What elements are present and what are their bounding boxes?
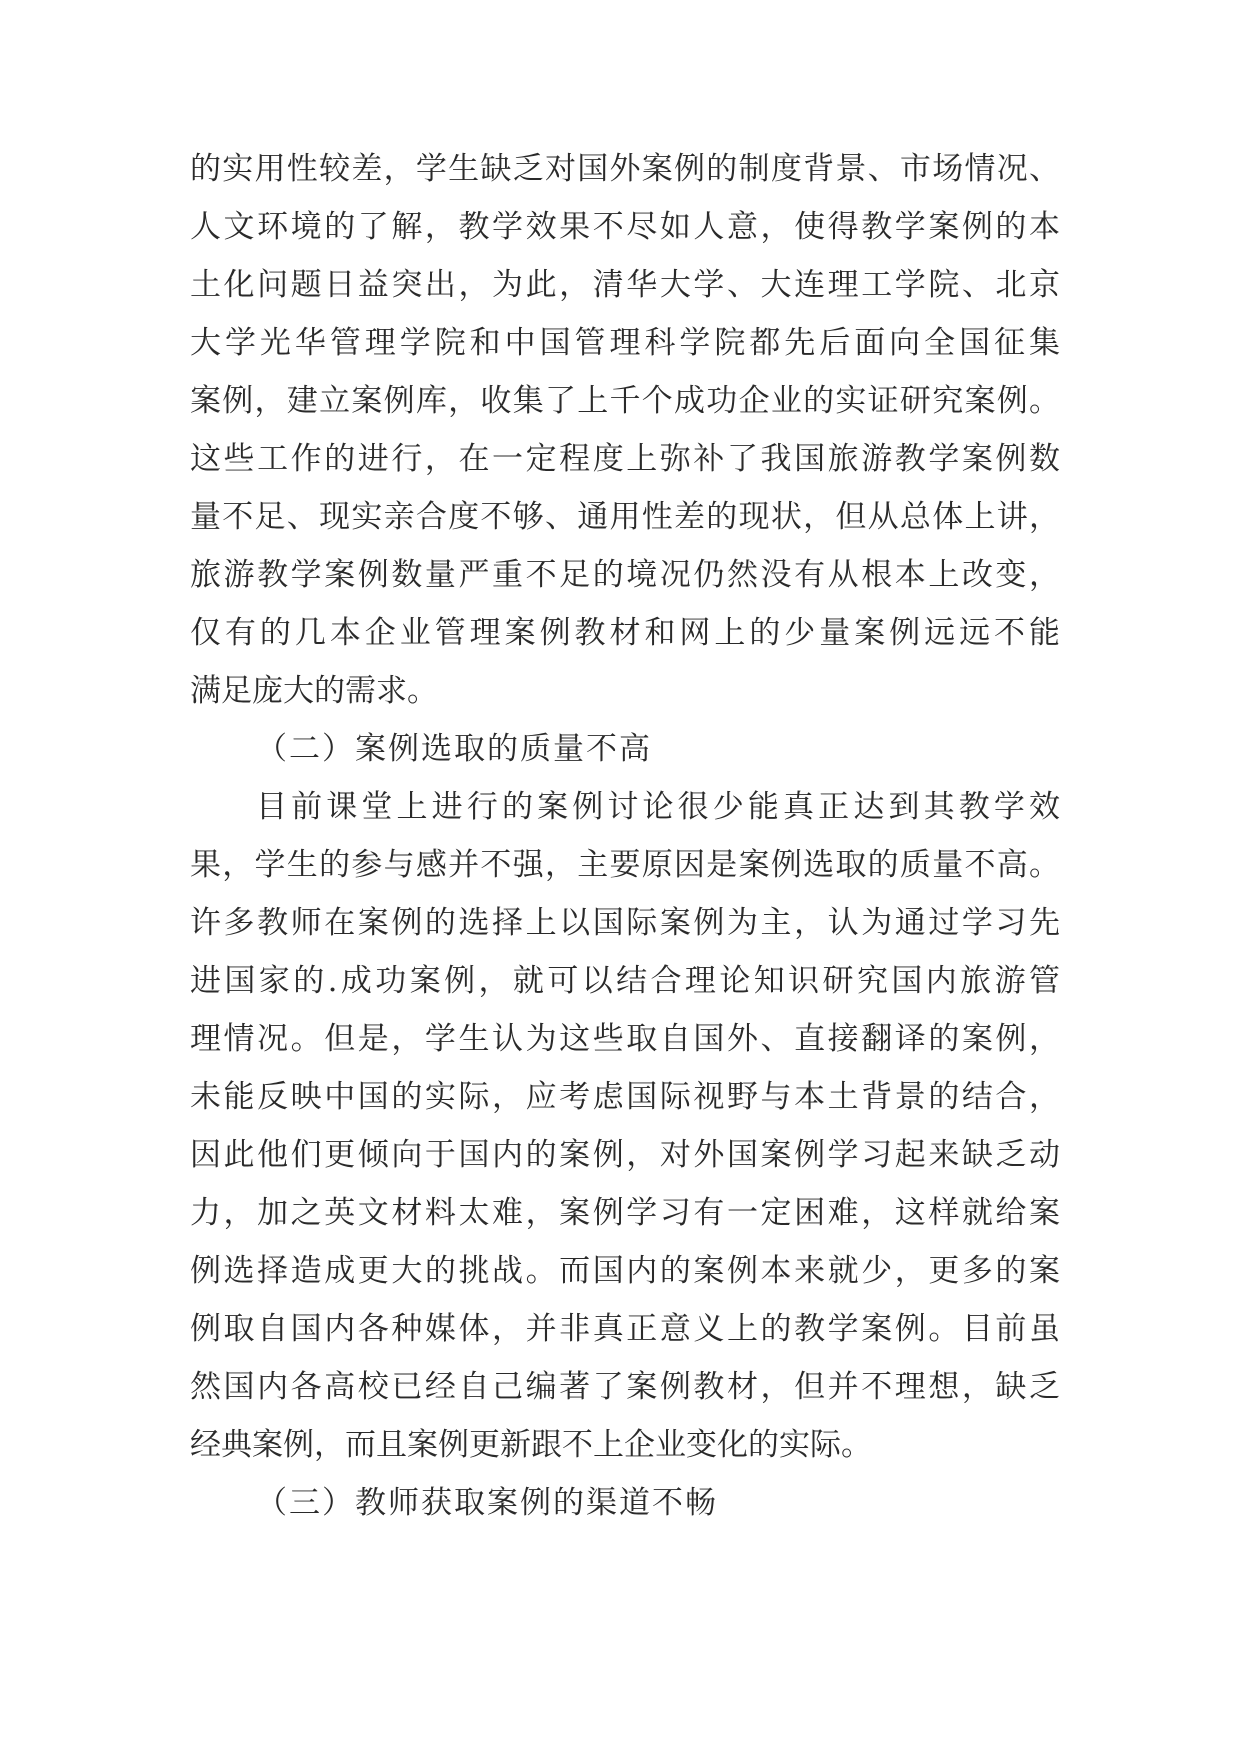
paragraph-2-line: 未能反映中国的实际，应考虑国际视野与本土背景的结合，	[190, 1079, 1060, 1115]
section-heading-3: （三）教师获取案例的渠道不畅	[256, 1485, 718, 1521]
paragraph-2-line: 许多教师在案例的选择上以国际案例为主，认为通过学习先	[190, 905, 1060, 941]
paragraph-2-line: 力，加之英文材料太难，案例学习有一定困难，这样就给案	[190, 1195, 1060, 1231]
paragraph-1-line: 仅有的几本企业管理案例教材和网上的少量案例远远不能	[190, 615, 1060, 651]
paragraph-2-line: 例选择造成更大的挑战。而国内的案例本来就少，更多的案	[190, 1253, 1060, 1289]
section-heading-2: （二）案例选取的质量不高	[256, 731, 652, 767]
paragraph-2-line: 然国内各高校已经自己编著了案例教材，但并不理想，缺乏	[190, 1369, 1060, 1405]
paragraph-2-line: 例取自国内各种媒体，并非真正意义上的教学案例。目前虽	[190, 1311, 1060, 1347]
paragraph-2-line: 经典案例，而且案例更新跟不上企业变化的实际。	[190, 1427, 872, 1463]
paragraph-2-line: 理情况。但是，学生认为这些取自国外、直接翻译的案例，	[190, 1021, 1060, 1057]
paragraph-1-line: 大学光华管理学院和中国管理科学院都先后面向全国征集	[190, 325, 1060, 361]
paragraph-2-line: 因此他们更倾向于国内的案例，对外国案例学习起来缺乏动	[190, 1137, 1060, 1173]
paragraph-1-line: 土化问题日益突出，为此，清华大学、大连理工学院、北京	[190, 267, 1060, 303]
paragraph-1-line: 旅游教学案例数量严重不足的境况仍然没有从根本上改变，	[190, 557, 1060, 593]
paragraph-1-line: 案例，建立案例库，收集了上千个成功企业的实证研究案例。	[190, 383, 1060, 419]
paragraph-1-line: 这些工作的进行，在一定程度上弥补了我国旅游教学案例数	[190, 441, 1060, 477]
paragraph-2-line: 进国家的.成功案例，就可以结合理论知识研究国内旅游管	[190, 963, 1060, 999]
paragraph-1-line: 量不足、现实亲合度不够、通用性差的现状，但从总体上讲，	[190, 499, 1060, 535]
paragraph-1-line: 满足庞大的需求。	[190, 673, 438, 709]
paragraph-1-line: 的实用性较差，学生缺乏对国外案例的制度背景、市场情况、	[190, 151, 1060, 187]
paragraph-1-line: 人文环境的了解，教学效果不尽如人意，使得教学案例的本	[190, 209, 1060, 245]
paragraph-2-line: 果，学生的参与感并不强，主要原因是案例选取的质量不高。	[190, 847, 1060, 883]
paragraph-2-line: 目前课堂上进行的案例讨论很少能真正达到其教学效	[256, 789, 1060, 825]
